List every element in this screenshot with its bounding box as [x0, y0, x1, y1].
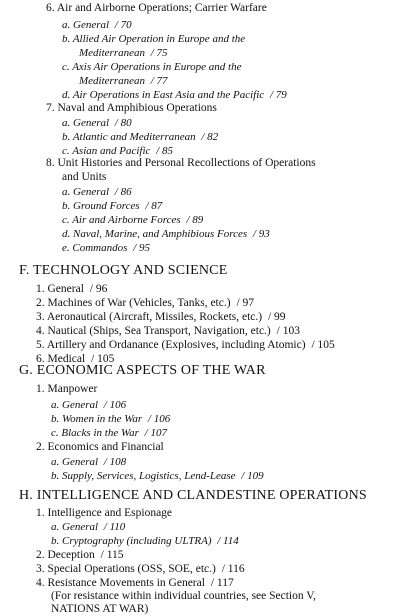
entry-label: a. [51, 456, 62, 468]
entry-title: Naval, Marine, and Amphibious Forces [73, 228, 248, 240]
page-number: / 106 [145, 413, 171, 425]
toc-entry [46, 156, 316, 170]
entry-title: Artillery and Ordanance (Explosives, including Atomic) [46, 339, 306, 351]
toc-entry [62, 241, 150, 255]
entry-label: H. [19, 488, 37, 503]
entry-title: Women in the War [62, 413, 143, 425]
entry-label: 5. [36, 339, 47, 351]
entry-label: a. [51, 521, 62, 533]
page-number: / 87 [142, 200, 163, 212]
entry-title: and Units [62, 171, 107, 183]
entry-label: c. [62, 145, 73, 157]
page-number: / 82 [198, 131, 219, 143]
entry-label: b. [51, 413, 62, 425]
page-number: / 96 [86, 283, 108, 295]
entry-title: (For resistance within individual countries, see Section V, [51, 590, 316, 602]
entry-title: Atlantic and Mediterranean [72, 131, 196, 143]
entry-label: a. [51, 399, 62, 411]
toc-entry [36, 576, 234, 590]
entry-label: 3. [36, 311, 47, 323]
entry-title: Mediterranean [79, 75, 145, 87]
entry-title: Intelligence and Espionage [47, 507, 173, 519]
entry-label: 2. [36, 549, 48, 561]
page-number: / 106 [101, 399, 127, 411]
section-heading [19, 489, 367, 503]
entry-label: e. [62, 242, 73, 254]
toc-entry [62, 227, 270, 241]
page-number: / 105 [88, 353, 115, 365]
entry-title: Air and Airborne Operations; Carrier Warfare [56, 2, 267, 14]
toc-entry [51, 589, 316, 603]
page-number: / 93 [250, 228, 270, 240]
toc-entry [36, 324, 300, 338]
toc-entry [51, 455, 126, 469]
entry-label: c. [62, 61, 73, 73]
toc-entry [62, 88, 287, 102]
page-number: / 116 [218, 563, 245, 575]
entry-title: General [73, 117, 110, 129]
page-number: / 115 [97, 549, 124, 561]
entry-title: General [73, 186, 110, 198]
entry-title: TECHNOLOGY AND SCIENCE [33, 263, 228, 278]
page-number: / 75 [147, 47, 168, 59]
page-number: / 114 [214, 535, 239, 547]
toc-entry [46, 1, 267, 15]
entry-label: 7. [46, 102, 58, 114]
toc-entry [36, 310, 286, 324]
entry-label: a. [62, 186, 73, 198]
entry-title: Aeronautical (Aircraft, Missiles, Rockets, etc.) [46, 311, 263, 323]
entry-title: Economics and Financial [47, 441, 164, 453]
entry-title: Cryptography (including ULTRA) [62, 535, 212, 547]
entry-title: Axis Air Operations in Europe and the [72, 61, 242, 73]
page-number: / 99 [265, 311, 286, 323]
toc-entry [62, 130, 218, 144]
toc-entry [36, 382, 97, 396]
entry-label: a. [62, 117, 73, 129]
toc-entry [51, 398, 126, 412]
page-number: / 105 [308, 339, 335, 351]
entry-title: Medical [47, 353, 86, 365]
entry-label: b. [51, 535, 62, 547]
page-number: / 79 [267, 89, 287, 101]
entry-label: G. [19, 363, 37, 378]
entry-title: General [62, 399, 99, 411]
toc-entry [36, 562, 245, 576]
toc-entry [36, 506, 172, 520]
toc-entry [51, 534, 239, 548]
toc-entry [51, 602, 148, 616]
entry-title: General [62, 456, 99, 468]
entry-title: Commandos [72, 242, 128, 254]
entry-title: Allied Air Operation in Europe and the [72, 33, 246, 45]
entry-title: Deception [47, 549, 95, 561]
toc-entry [79, 46, 168, 60]
entry-label: b. [62, 131, 73, 143]
entry-label: 2. [36, 297, 48, 309]
toc-entry [36, 282, 107, 296]
entry-title: General [47, 283, 84, 295]
page-number: / 89 [183, 214, 204, 226]
toc-entry [62, 18, 132, 32]
entry-label: 1. [36, 283, 48, 295]
entry-title: Blacks in the War [61, 427, 139, 439]
section-heading [19, 264, 227, 278]
page-number: / 109 [238, 470, 264, 482]
entry-label: d. [62, 89, 73, 101]
entry-label: 6. [36, 353, 48, 365]
toc-entry [79, 74, 168, 88]
entry-title: General [73, 19, 110, 31]
page-number: / 110 [101, 521, 126, 533]
entry-label: 1. [36, 507, 48, 519]
page-number: / 85 [153, 145, 173, 157]
toc-entry [62, 32, 245, 46]
page-number: / 117 [207, 577, 234, 589]
entry-title: Supply, Services, Logistics, Lend-Lease [62, 470, 236, 482]
toc-entry [36, 440, 164, 454]
entry-label: a. [62, 19, 73, 31]
entry-label: b. [51, 470, 62, 482]
toc-entry [51, 469, 264, 483]
toc-entry [46, 101, 217, 115]
entry-title: NATIONS AT WAR) [51, 603, 149, 615]
entry-title: General [62, 521, 99, 533]
entry-label: 2. [36, 441, 48, 453]
entry-label: 4. [36, 325, 48, 337]
entry-label: c. [62, 214, 73, 226]
entry-title: INTELLIGENCE AND CLANDESTINE OPERATIONS [36, 488, 367, 503]
entry-label: 8. [46, 157, 58, 169]
entry-label: 4. [36, 577, 48, 589]
toc-entry [51, 412, 170, 426]
entry-title: Resistance Movements in General [47, 577, 205, 589]
page-number: / 80 [112, 117, 132, 129]
toc-entry [51, 520, 125, 534]
toc-entry [62, 185, 132, 199]
toc-entry [62, 116, 132, 130]
entry-label: b. [62, 200, 73, 212]
toc-entry [62, 199, 162, 213]
entry-label: b. [62, 33, 73, 45]
entry-title: Asian and Pacific [72, 145, 151, 157]
section-heading [19, 364, 266, 378]
page-number: / 97 [233, 297, 255, 309]
page-number: / 86 [112, 186, 132, 198]
entry-title: Naval and Amphibious Operations [57, 102, 217, 114]
entry-title: ECONOMIC ASPECTS OF THE WAR [36, 363, 266, 378]
toc-entry [36, 338, 335, 352]
entry-title: Ground Forces [73, 200, 140, 212]
entry-label: F. [19, 263, 34, 278]
entry-title: Air Operations in East Asia and the Pacific [72, 89, 265, 101]
page-number: / 77 [147, 75, 168, 87]
page-number: / 95 [130, 242, 150, 254]
entry-title: Unit Histories and Personal Recollections of Operations [57, 157, 316, 169]
toc-entry [62, 213, 203, 227]
entry-label: 3. [36, 563, 48, 575]
page-number: / 70 [112, 19, 132, 31]
entry-label: 1. [36, 383, 48, 395]
page-number: / 108 [101, 456, 127, 468]
page-number: / 107 [141, 427, 167, 439]
page-number: / 103 [273, 325, 300, 337]
toc-entry [62, 170, 106, 184]
entry-title: Manpower [47, 383, 98, 395]
entry-label: 6. [46, 2, 57, 14]
toc-entry [51, 426, 167, 440]
entry-title: Mediterranean [79, 47, 145, 59]
entry-title: Special Operations (OSS, SOE, etc.) [47, 563, 216, 575]
entry-label: c. [51, 427, 62, 439]
toc-entry [36, 296, 254, 310]
entry-label: d. [62, 228, 73, 240]
entry-title: Machines of War (Vehicles, Tanks, etc.) [47, 297, 231, 309]
toc-entry [36, 548, 124, 562]
entry-title: Air and Airborne Forces [72, 214, 181, 226]
toc-entry [62, 60, 241, 74]
entry-title: Nautical (Ships, Sea Transport, Navigation, etc.) [47, 325, 271, 337]
